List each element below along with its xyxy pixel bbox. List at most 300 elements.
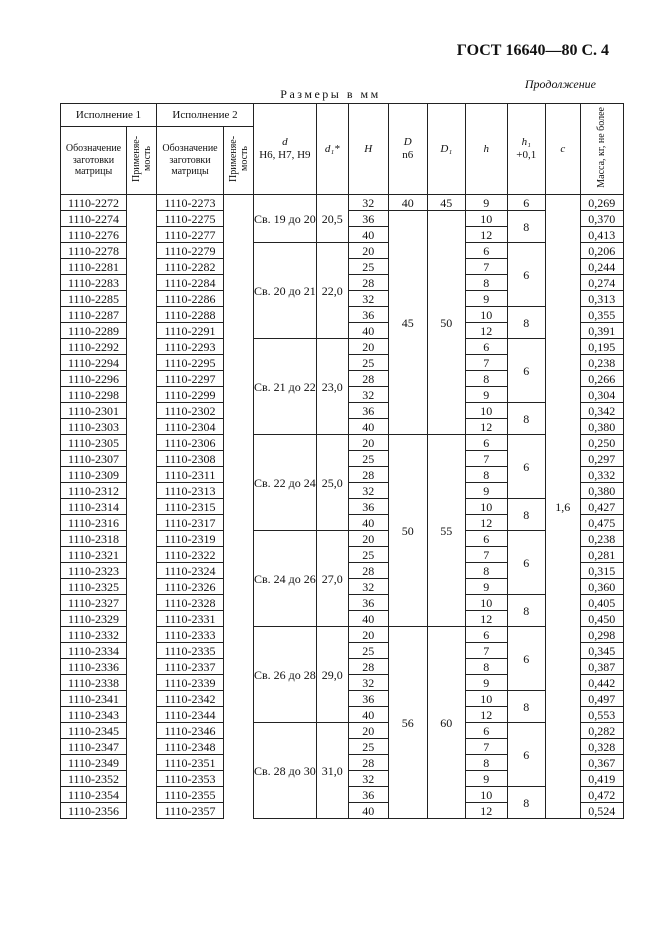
cell-H: 20 xyxy=(348,723,388,739)
cell-mass: 0,427 xyxy=(580,499,623,515)
cell-oboznachenie-1: 1110-2276 xyxy=(61,227,127,243)
cell-mass: 0,342 xyxy=(580,403,623,419)
cell-h: 9 xyxy=(465,291,507,307)
cell-oboznachenie-1: 1110-2314 xyxy=(61,499,127,515)
cell-primenyaemost-1 xyxy=(127,643,157,659)
cell-oboznachenie-1: 1110-2289 xyxy=(61,323,127,339)
cell-oboznachenie-1: 1110-2325 xyxy=(61,579,127,595)
cell-H: 28 xyxy=(348,755,388,771)
cell-primenyaemost-1 xyxy=(127,595,157,611)
cell-mass: 0,472 xyxy=(580,787,623,803)
cell-primenyaemost-1 xyxy=(127,771,157,787)
cell-h: 9 xyxy=(465,675,507,691)
cell-H: 28 xyxy=(348,467,388,483)
cell-primenyaemost-2 xyxy=(224,787,254,803)
cell-h1: 6 xyxy=(507,195,545,211)
cell-mass: 0,419 xyxy=(580,771,623,787)
cell-oboznachenie-1: 1110-2354 xyxy=(61,787,127,803)
cell-primenyaemost-1 xyxy=(127,483,157,499)
cell-oboznachenie-2: 1110-2295 xyxy=(157,355,224,371)
cell-mass: 0,413 xyxy=(580,227,623,243)
cell-h1: 6 xyxy=(507,531,545,595)
cell-mass: 0,328 xyxy=(580,739,623,755)
D1-symbol: D₁ xyxy=(440,142,453,155)
cell-mass: 0,442 xyxy=(580,675,623,691)
cell-H: 36 xyxy=(348,595,388,611)
cell-oboznachenie-2: 1110-2284 xyxy=(157,275,224,291)
cell-primenyaemost-2 xyxy=(224,467,254,483)
cell-mass: 0,332 xyxy=(580,467,623,483)
cell-oboznachenie-2: 1110-2273 xyxy=(157,195,224,211)
cell-oboznachenie-2: 1110-2328 xyxy=(157,595,224,611)
d1-symbol: d₁* xyxy=(324,142,340,155)
table-row xyxy=(61,531,624,547)
cell-primenyaemost-2 xyxy=(224,323,254,339)
cell-h: 9 xyxy=(465,195,507,211)
cell-primenyaemost-1 xyxy=(127,467,157,483)
cell-h: 6 xyxy=(465,531,507,547)
cell-h: 9 xyxy=(465,483,507,499)
cell-oboznachenie-1: 1110-2332 xyxy=(61,627,127,643)
col-header-D1 xyxy=(427,104,465,195)
cell-mass: 0,391 xyxy=(580,323,623,339)
group-header-ispolnenie-1: Исполнение 1 xyxy=(61,104,157,127)
cell-H: 40 xyxy=(348,803,388,819)
cell-primenyaemost-1 xyxy=(127,723,157,739)
col-header-c xyxy=(545,104,580,195)
cell-h1: 6 xyxy=(507,723,545,787)
cell-primenyaemost-2 xyxy=(224,371,254,387)
cell-oboznachenie-1: 1110-2272 xyxy=(61,195,127,211)
cell-mass: 0,553 xyxy=(580,707,623,723)
cell-oboznachenie-1: 1110-2345 xyxy=(61,723,127,739)
cell-D1: 55 xyxy=(427,435,465,627)
cell-primenyaemost-1 xyxy=(127,323,157,339)
cell-H: 25 xyxy=(348,547,388,563)
cell-H: 40 xyxy=(348,419,388,435)
cell-primenyaemost-2 xyxy=(224,531,254,547)
cell-primenyaemost-1 xyxy=(127,563,157,579)
cell-d-range: Св. 22 до 24 xyxy=(254,435,317,531)
cell-h: 10 xyxy=(465,211,507,227)
cell-mass: 0,266 xyxy=(580,371,623,387)
cell-h: 12 xyxy=(465,515,507,531)
cell-H: 32 xyxy=(348,771,388,787)
cell-mass: 0,238 xyxy=(580,355,623,371)
cell-oboznachenie-1: 1110-2327 xyxy=(61,595,127,611)
cell-d-range: Св. 21 до 22 xyxy=(254,339,317,435)
cell-oboznachenie-2: 1110-2322 xyxy=(157,547,224,563)
cell-primenyaemost-1 xyxy=(127,627,157,643)
cell-primenyaemost-1 xyxy=(127,675,157,691)
cell-mass: 0,269 xyxy=(580,195,623,211)
cell-oboznachenie-2: 1110-2286 xyxy=(157,291,224,307)
cell-primenyaemost-2 xyxy=(224,659,254,675)
col-header-D xyxy=(388,104,427,195)
cell-d1: 25,0 xyxy=(316,435,348,531)
cell-H: 25 xyxy=(348,739,388,755)
D-symbol: D xyxy=(403,136,412,149)
cell-H: 40 xyxy=(348,515,388,531)
cell-h: 12 xyxy=(465,419,507,435)
cell-h: 9 xyxy=(465,771,507,787)
cell-h: 7 xyxy=(465,355,507,371)
h-symbol: h xyxy=(483,142,490,155)
cell-oboznachenie-2: 1110-2326 xyxy=(157,579,224,595)
cell-d-range: Св. 24 до 26 xyxy=(254,531,317,627)
cell-d-range: Св. 28 до 30 xyxy=(254,723,317,819)
cell-primenyaemost-1 xyxy=(127,403,157,419)
continuation-label: Продолжение xyxy=(524,77,596,91)
cell-H: 36 xyxy=(348,403,388,419)
cell-h: 8 xyxy=(465,563,507,579)
cell-primenyaemost-1 xyxy=(127,755,157,771)
cell-H: 32 xyxy=(348,195,388,211)
d-symbol: d xyxy=(282,136,288,149)
cell-oboznachenie-2: 1110-2335 xyxy=(157,643,224,659)
cell-oboznachenie-2: 1110-2308 xyxy=(157,451,224,467)
cell-H: 32 xyxy=(348,483,388,499)
cell-D1: 60 xyxy=(427,627,465,819)
cell-primenyaemost-1 xyxy=(127,307,157,323)
cell-h1: 8 xyxy=(507,211,545,243)
cell-primenyaemost-1 xyxy=(127,355,157,371)
cell-primenyaemost-2 xyxy=(224,579,254,595)
cell-primenyaemost-1 xyxy=(127,451,157,467)
cell-h: 9 xyxy=(465,387,507,403)
cell-oboznachenie-1: 1110-2285 xyxy=(61,291,127,307)
cell-primenyaemost-1 xyxy=(127,659,157,675)
cell-primenyaemost-1 xyxy=(127,275,157,291)
cell-H: 32 xyxy=(348,387,388,403)
cell-oboznachenie-1: 1110-2281 xyxy=(61,259,127,275)
cell-h: 10 xyxy=(465,403,507,419)
cell-primenyaemost-1 xyxy=(127,339,157,355)
cell-oboznachenie-2: 1110-2348 xyxy=(157,739,224,755)
cell-mass: 0,315 xyxy=(580,563,623,579)
cell-h1: 6 xyxy=(507,627,545,691)
cell-primenyaemost-1 xyxy=(127,531,157,547)
cell-H: 25 xyxy=(348,355,388,371)
cell-mass: 0,281 xyxy=(580,547,623,563)
cell-oboznachenie-1: 1110-2334 xyxy=(61,643,127,659)
cell-oboznachenie-1: 1110-2278 xyxy=(61,243,127,259)
cell-H: 36 xyxy=(348,211,388,227)
col-header-d xyxy=(254,104,317,195)
cell-oboznachenie-1: 1110-2352 xyxy=(61,771,127,787)
cell-mass: 0,297 xyxy=(580,451,623,467)
cell-d1: 23,0 xyxy=(316,339,348,435)
mass-label: Масса, кг, не более xyxy=(596,107,608,188)
cell-mass: 0,497 xyxy=(580,691,623,707)
cell-h: 12 xyxy=(465,323,507,339)
cell-primenyaemost-1 xyxy=(127,243,157,259)
cell-mass: 0,524 xyxy=(580,803,623,819)
cell-mass: 0,387 xyxy=(580,659,623,675)
H-symbol: H xyxy=(364,142,373,155)
cell-mass: 0,345 xyxy=(580,643,623,659)
cell-primenyaemost-1 xyxy=(127,291,157,307)
cell-mass: 0,370 xyxy=(580,211,623,227)
cell-primenyaemost-2 xyxy=(224,675,254,691)
cell-primenyaemost-2 xyxy=(224,515,254,531)
cell-H: 20 xyxy=(348,339,388,355)
cell-mass: 0,195 xyxy=(580,339,623,355)
cell-H: 40 xyxy=(348,611,388,627)
cell-h: 12 xyxy=(465,227,507,243)
cell-h: 6 xyxy=(465,435,507,451)
cell-h: 12 xyxy=(465,611,507,627)
col-header-H xyxy=(348,104,388,195)
cell-oboznachenie-2: 1110-2282 xyxy=(157,259,224,275)
cell-primenyaemost-2 xyxy=(224,643,254,659)
table-row xyxy=(61,195,624,211)
cell-H: 36 xyxy=(348,691,388,707)
cell-primenyaemost-1 xyxy=(127,387,157,403)
col-header-d1 xyxy=(316,104,348,195)
cell-oboznachenie-1: 1110-2341 xyxy=(61,691,127,707)
cell-oboznachenie-2: 1110-2331 xyxy=(157,611,224,627)
cell-h: 6 xyxy=(465,723,507,739)
cell-primenyaemost-2 xyxy=(224,211,254,227)
cell-primenyaemost-2 xyxy=(224,275,254,291)
cell-h1: 6 xyxy=(507,243,545,307)
cell-H: 20 xyxy=(348,435,388,451)
cell-oboznachenie-2: 1110-2319 xyxy=(157,531,224,547)
cell-primenyaemost-2 xyxy=(224,611,254,627)
document-header: ГОСТ 16640—80 С. 4 xyxy=(456,42,609,59)
cell-d1: 20,5 xyxy=(316,195,348,243)
cell-h1: 8 xyxy=(507,595,545,627)
table-row xyxy=(61,243,624,259)
cell-primenyaemost-1 xyxy=(127,211,157,227)
cell-primenyaemost-2 xyxy=(224,435,254,451)
cell-mass: 0,360 xyxy=(580,579,623,595)
cell-h: 6 xyxy=(465,243,507,259)
cell-d1: 29,0 xyxy=(316,627,348,723)
cell-H: 20 xyxy=(348,531,388,547)
cell-H: 25 xyxy=(348,451,388,467)
cell-mass: 0,313 xyxy=(580,291,623,307)
cell-oboznachenie-2: 1110-2293 xyxy=(157,339,224,355)
cell-primenyaemost-1 xyxy=(127,611,157,627)
cell-mass: 0,250 xyxy=(580,435,623,451)
cell-h: 7 xyxy=(465,739,507,755)
cell-h1: 6 xyxy=(507,435,545,499)
cell-h: 9 xyxy=(465,579,507,595)
cell-oboznachenie-1: 1110-2305 xyxy=(61,435,127,451)
cell-oboznachenie-1: 1110-2303 xyxy=(61,419,127,435)
cell-primenyaemost-1 xyxy=(127,195,157,211)
cell-h: 8 xyxy=(465,467,507,483)
cell-primenyaemost-2 xyxy=(224,451,254,467)
cell-H: 25 xyxy=(348,643,388,659)
cell-H: 20 xyxy=(348,627,388,643)
cell-oboznachenie-2: 1110-2299 xyxy=(157,387,224,403)
cell-mass: 0,450 xyxy=(580,611,623,627)
group-header-ispolnenie-2: Исполнение 2 xyxy=(157,104,254,127)
cell-oboznachenie-1: 1110-2309 xyxy=(61,467,127,483)
cell-oboznachenie-1: 1110-2329 xyxy=(61,611,127,627)
col-header-primenyaemost-2: Применяе-мость xyxy=(224,127,254,195)
cell-oboznachenie-1: 1110-2321 xyxy=(61,547,127,563)
cell-oboznachenie-2: 1110-2279 xyxy=(157,243,224,259)
cell-mass: 0,380 xyxy=(580,483,623,499)
cell-H: 40 xyxy=(348,323,388,339)
h1-symbol: h₁ xyxy=(521,136,531,149)
cell-oboznachenie-2: 1110-2311 xyxy=(157,467,224,483)
cell-oboznachenie-1: 1110-2318 xyxy=(61,531,127,547)
cell-oboznachenie-2: 1110-2346 xyxy=(157,723,224,739)
d-tolerance: H6, H7, H9 xyxy=(259,149,311,161)
cell-primenyaemost-1 xyxy=(127,499,157,515)
cell-primenyaemost-2 xyxy=(224,355,254,371)
cell-oboznachenie-1: 1110-2296 xyxy=(61,371,127,387)
cell-oboznachenie-2: 1110-2275 xyxy=(157,211,224,227)
cell-oboznachenie-1: 1110-2283 xyxy=(61,275,127,291)
cell-h: 10 xyxy=(465,499,507,515)
cell-primenyaemost-1 xyxy=(127,435,157,451)
cell-d-range: Св. 20 до 21 xyxy=(254,243,317,339)
cell-primenyaemost-1 xyxy=(127,579,157,595)
cell-D: 45 xyxy=(388,211,427,435)
cell-oboznachenie-1: 1110-2292 xyxy=(61,339,127,355)
cell-D: 50 xyxy=(388,435,427,627)
cell-oboznachenie-2: 1110-2324 xyxy=(157,563,224,579)
cell-h1: 8 xyxy=(507,499,545,531)
cell-oboznachenie-1: 1110-2347 xyxy=(61,739,127,755)
cell-oboznachenie-2: 1110-2304 xyxy=(157,419,224,435)
cell-oboznachenie-1: 1110-2312 xyxy=(61,483,127,499)
cell-primenyaemost-2 xyxy=(224,483,254,499)
cell-mass: 0,282 xyxy=(580,723,623,739)
cell-oboznachenie-2: 1110-2344 xyxy=(157,707,224,723)
table-row xyxy=(61,627,624,643)
cell-H: 28 xyxy=(348,659,388,675)
cell-primenyaemost-1 xyxy=(127,787,157,803)
cell-oboznachenie-1: 1110-2323 xyxy=(61,563,127,579)
cell-H: 40 xyxy=(348,707,388,723)
cell-c: 1,6 xyxy=(545,195,580,819)
table-row xyxy=(61,723,624,739)
cell-h: 8 xyxy=(465,371,507,387)
cell-oboznachenie-1: 1110-2343 xyxy=(61,707,127,723)
col-header-h xyxy=(465,104,507,195)
cell-oboznachenie-2: 1110-2357 xyxy=(157,803,224,819)
cell-primenyaemost-1 xyxy=(127,803,157,819)
cell-H: 32 xyxy=(348,675,388,691)
cell-oboznachenie-1: 1110-2356 xyxy=(61,803,127,819)
cell-primenyaemost-1 xyxy=(127,691,157,707)
cell-oboznachenie-2: 1110-2315 xyxy=(157,499,224,515)
cell-primenyaemost-1 xyxy=(127,707,157,723)
cell-h: 7 xyxy=(465,259,507,275)
cell-primenyaemost-1 xyxy=(127,419,157,435)
cell-mass: 0,475 xyxy=(580,515,623,531)
cell-h1: 8 xyxy=(507,787,545,819)
cell-oboznachenie-2: 1110-2288 xyxy=(157,307,224,323)
cell-H: 20 xyxy=(348,243,388,259)
cell-oboznachenie-1: 1110-2274 xyxy=(61,211,127,227)
cell-h1: 8 xyxy=(507,307,545,339)
cell-mass: 0,274 xyxy=(580,275,623,291)
cell-h: 6 xyxy=(465,627,507,643)
cell-H: 32 xyxy=(348,291,388,307)
col-header-h1 xyxy=(507,104,545,195)
cell-H: 28 xyxy=(348,275,388,291)
cell-mass: 0,380 xyxy=(580,419,623,435)
cell-h: 6 xyxy=(465,339,507,355)
D-tolerance: n6 xyxy=(402,149,414,161)
cell-h: 10 xyxy=(465,691,507,707)
dimensions-caption: Размеры в мм xyxy=(280,87,381,101)
col-header-mass xyxy=(580,104,623,195)
cell-oboznachenie-1: 1110-2349 xyxy=(61,755,127,771)
cell-primenyaemost-2 xyxy=(224,259,254,275)
cell-d-range: Св. 26 до 28 xyxy=(254,627,317,723)
cell-primenyaemost-2 xyxy=(224,691,254,707)
cell-oboznachenie-2: 1110-2297 xyxy=(157,371,224,387)
cell-primenyaemost-2 xyxy=(224,707,254,723)
cell-h: 10 xyxy=(465,595,507,611)
cell-oboznachenie-2: 1110-2339 xyxy=(157,675,224,691)
cell-d1: 31,0 xyxy=(316,723,348,819)
cell-oboznachenie-1: 1110-2287 xyxy=(61,307,127,323)
cell-h: 8 xyxy=(465,659,507,675)
cell-primenyaemost-2 xyxy=(224,627,254,643)
cell-h: 12 xyxy=(465,803,507,819)
cell-d1: 22,0 xyxy=(316,243,348,339)
cell-h: 8 xyxy=(465,275,507,291)
cell-d1: 27,0 xyxy=(316,531,348,627)
cell-oboznachenie-2: 1110-2306 xyxy=(157,435,224,451)
cell-H: 28 xyxy=(348,371,388,387)
cell-primenyaemost-2 xyxy=(224,227,254,243)
cell-h1: 6 xyxy=(507,339,545,403)
cell-mass: 0,238 xyxy=(580,531,623,547)
cell-D1: 50 xyxy=(427,211,465,435)
cell-h: 10 xyxy=(465,307,507,323)
c-symbol: c xyxy=(560,142,566,155)
cell-h: 7 xyxy=(465,451,507,467)
table-row xyxy=(61,435,624,451)
col-header-oboznachenie-1: Обозначение заготовки матрицы xyxy=(61,127,127,195)
cell-D1: 45 xyxy=(427,195,465,211)
col-header-oboznachenie-2: Обозначение заготовки матрицы xyxy=(157,127,224,195)
cell-primenyaemost-1 xyxy=(127,371,157,387)
cell-oboznachenie-2: 1110-2317 xyxy=(157,515,224,531)
cell-mass: 0,405 xyxy=(580,595,623,611)
cell-D: 56 xyxy=(388,627,427,819)
cell-oboznachenie-2: 1110-2337 xyxy=(157,659,224,675)
cell-primenyaemost-1 xyxy=(127,227,157,243)
cell-h: 8 xyxy=(465,755,507,771)
cell-oboznachenie-1: 1110-2338 xyxy=(61,675,127,691)
cell-H: 32 xyxy=(348,579,388,595)
cell-primenyaemost-2 xyxy=(224,563,254,579)
cell-h: 7 xyxy=(465,547,507,563)
cell-oboznachenie-2: 1110-2302 xyxy=(157,403,224,419)
cell-D: 40 xyxy=(388,195,427,211)
cell-H: 36 xyxy=(348,499,388,515)
cell-primenyaemost-2 xyxy=(224,755,254,771)
cell-H: 40 xyxy=(348,227,388,243)
cell-d-range: Св. 19 до 20 xyxy=(254,195,317,243)
cell-primenyaemost-2 xyxy=(224,403,254,419)
cell-mass: 0,355 xyxy=(580,307,623,323)
cell-oboznachenie-2: 1110-2353 xyxy=(157,771,224,787)
cell-oboznachenie-2: 1110-2342 xyxy=(157,691,224,707)
